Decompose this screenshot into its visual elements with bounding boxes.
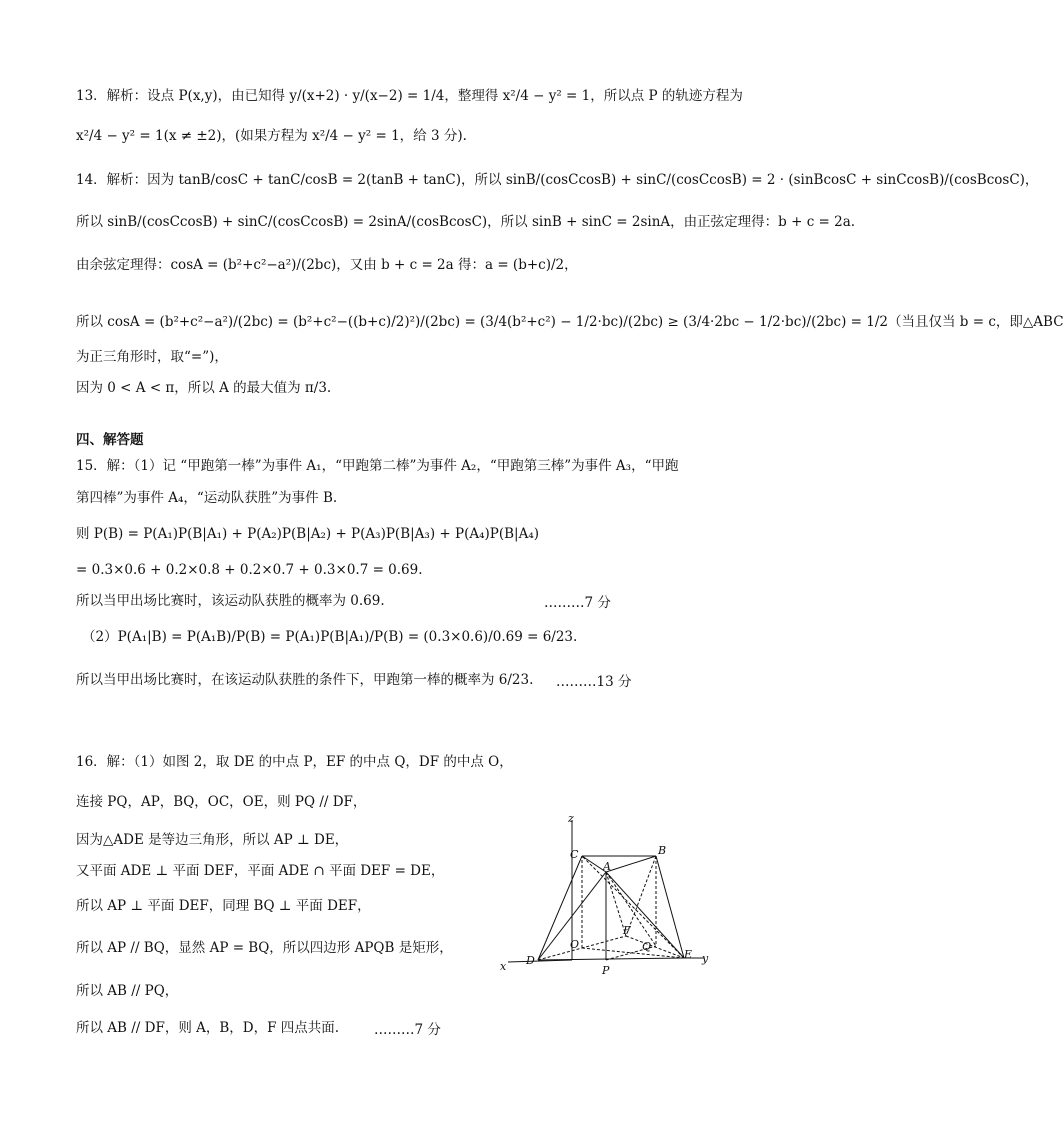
q13-line2: x²/4 − y² = 1(x ≠ ±2)，(如果方程为 x²/4 − y² = 1，给 3 分).	[76, 128, 467, 144]
q14-line4: 所以 cosA = (b²+c²−a²)/(2bc) = (b²+c²−((b+c)/2)²)/(2bc) = (3/4(b²+c²) − 1/2·bc)/(2bc) ≥ (3/4·2bc − 1/2·bc)/(2bc) = 1/2（当且仅当 b = c，即△ABC	[76, 314, 1064, 330]
segment-OE	[582, 948, 684, 958]
label-B: B	[658, 844, 667, 857]
q16-line7: 所以 AB // PQ，	[76, 983, 179, 999]
edge-EC	[582, 856, 684, 958]
q14-line3: 由余弦定理得：cosA = (b²+c²−a²)/(2bc)，又由 b + c = 2a 得：a = (b+c)/2，	[76, 257, 578, 273]
q15-line4: = 0.3×0.6 + 0.2×0.8 + 0.2×0.7 + 0.3×0.7 = 0.69.	[76, 562, 423, 578]
label-P: P	[602, 964, 610, 977]
q16-line5: 所以 AP ⊥ 平面 DEF，同理 BQ ⊥ 平面 DEF，	[76, 898, 371, 914]
label-D: D	[526, 954, 535, 967]
q14-line1: 14．解析：因为 tanB/cosC + tanC/cosB = 2(tanB + tanC)，所以 sinB/(cosCcosB) + sinC/(cosCcosB) = 2 · (sinBcosC + sinCcosB)/(cosBcosC)，	[76, 172, 1039, 188]
segment-AQ	[606, 872, 656, 946]
q15-score-1: ………7 分	[544, 595, 611, 611]
q15-score-2: ………13 分	[556, 674, 632, 690]
q16-score: ………7 分	[374, 1022, 441, 1038]
q16-line8: 所以 AB // DF，则 A，B，D，F 四点共面.	[76, 1020, 340, 1036]
q15-line2: 第四棒”为事件 A₄，“运动队获胜”为事件 B.	[76, 490, 338, 506]
q16-line3: 因为△ADE 是等边三角形，所以 AP ⊥ DE，	[76, 832, 349, 848]
q16-line6: 所以 AP // BQ，显然 AP = BQ，所以四边形 APQB 是矩形，	[76, 940, 453, 956]
q16-line4: 又平面 ADE ⊥ 平面 DEF，平面 ADE ∩ 平面 DEF = DE，	[76, 863, 445, 879]
label-E: E	[684, 948, 693, 961]
q16-line1: 16．解：（1）如图 2，取 DE 的中点 P，EF 的中点 Q，DF 的中点 O，	[76, 754, 513, 770]
label-O: O	[570, 938, 580, 951]
q15-line7: 所以当甲出场比赛时，在该运动队获胜的条件下，甲跑第一棒的概率为 6/23.	[76, 672, 534, 688]
label-C: C	[570, 848, 579, 861]
q15-line6: （2）P(A₁|B) = P(A₁B)/P(B) = P(A₁)P(B|A₁)/P(B) = (0.3×0.6)/0.69 = 6/23.	[82, 629, 578, 645]
label-z: z	[568, 812, 574, 825]
label-F: F	[623, 924, 631, 937]
label-A: A	[603, 860, 611, 873]
edge-EF	[626, 936, 684, 958]
q15-line5: 所以当甲出场比赛时，该运动队获胜的概率为 0.69.	[76, 593, 385, 609]
q16-line2: 连接 PQ，AP，BQ，OC，OE，则 PQ // DF，	[76, 794, 367, 810]
geometry-figure	[498, 812, 718, 980]
q15-line1: 15．解：（1）记 “甲跑第一棒”为事件 A₁，“甲跑第二棒”为事件 A₂，“甲跑第三棒”为事件 A₃，“甲跑	[76, 458, 679, 474]
section-heading: 四、解答题	[76, 432, 144, 448]
q14-line6: 因为 0 < A < π，所以 A 的最大值为 π/3.	[76, 380, 332, 396]
label-y: y	[702, 952, 709, 965]
label-x: x	[500, 960, 507, 973]
q14-line5: 为正三角形时，取“=”)，	[76, 349, 228, 365]
q15-line3: 则 P(B) = P(A₁)P(B|A₁) + P(A₂)P(B|A₂) + P(A₃)P(B|A₃) + P(A₄)P(B|A₄)	[76, 526, 540, 542]
q13-line1: 13．解析：设点 P(x,y)，由已知得 y/(x+2) · y/(x−2) = 1/4，整理得 x²/4 − y² = 1，所以点 P 的轨迹方程为	[76, 88, 743, 104]
q14-line2: 所以 sinB/(cosCcosB) + sinC/(cosCcosB) = 2sinA/(cosBcosC)，所以 sinB + sinC = 2sinA，由正弦定理得：b + c = 2a.	[76, 214, 856, 230]
label-Q: Q	[642, 940, 652, 953]
edge-AB	[606, 856, 656, 872]
